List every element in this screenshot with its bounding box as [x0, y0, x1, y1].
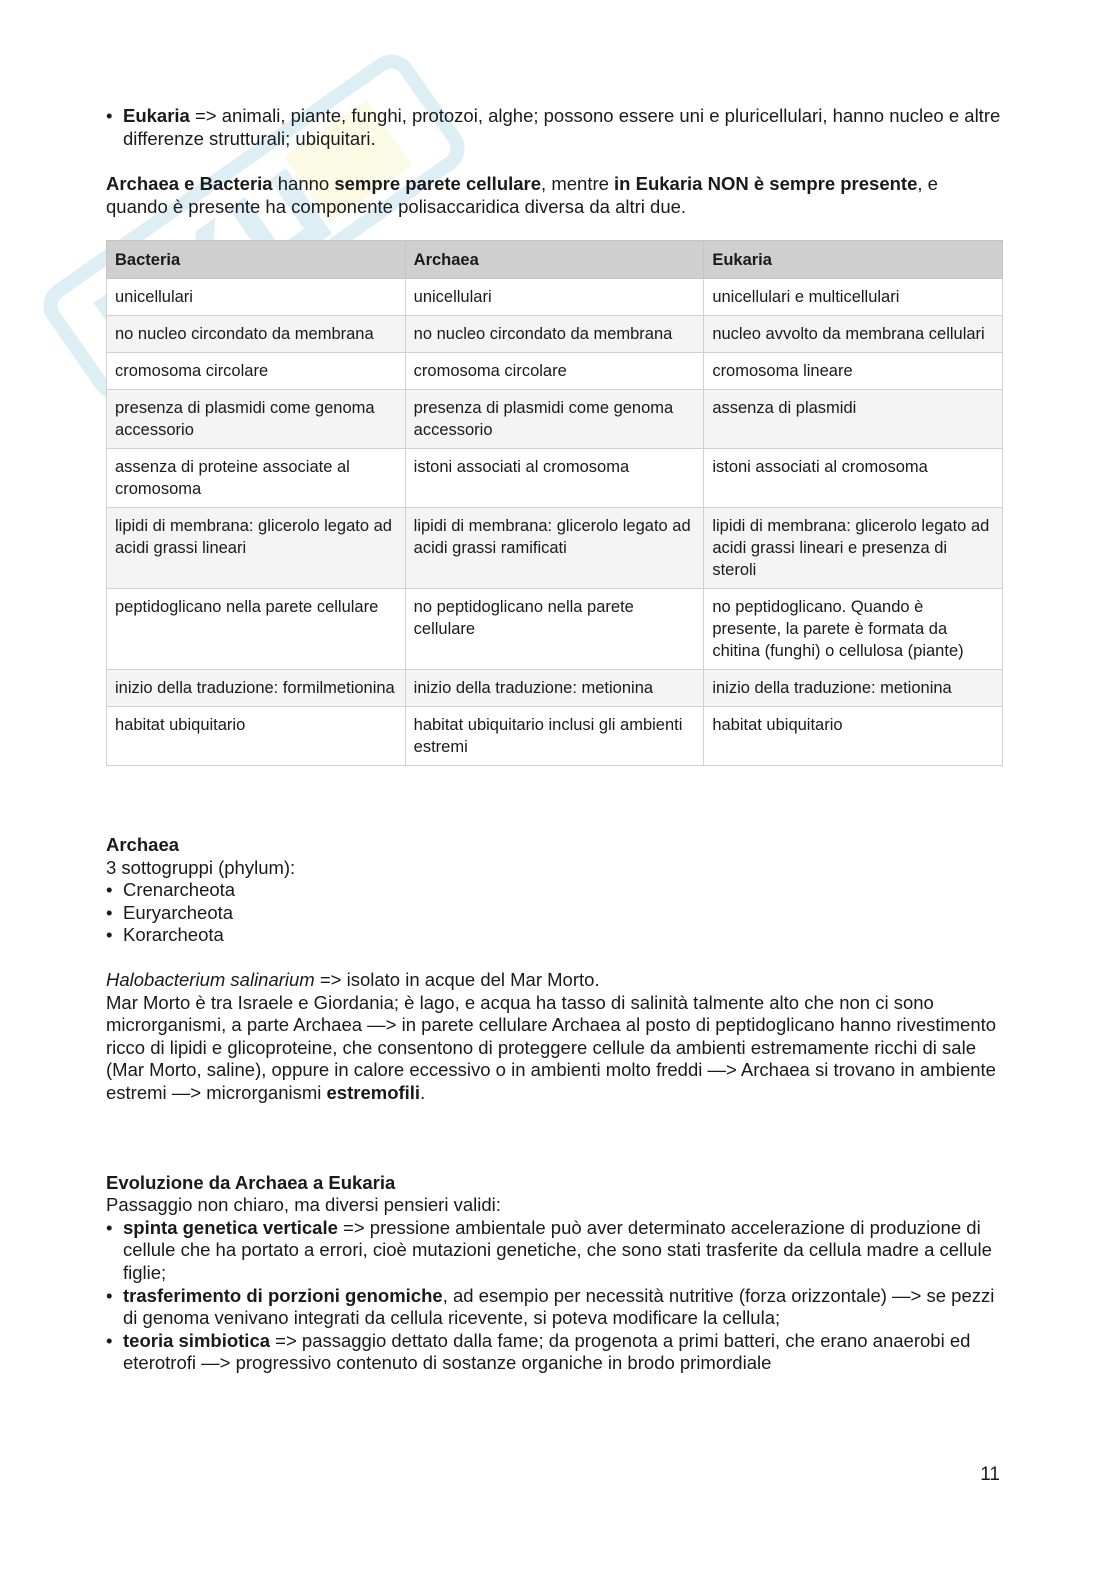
table-row: [107, 353, 1003, 390]
table-cell: peptidoglicano nella parete cellulare: [107, 589, 406, 670]
header-archaea: Archaea: [405, 241, 704, 279]
archaea-section: [106, 834, 1002, 947]
table-cell: no nucleo circondato da membrana: [405, 316, 704, 353]
archaea-heading: Archaea: [106, 834, 180, 855]
table-cell: inizio della traduzione: formilmetionina: [107, 670, 406, 707]
table-cell: no peptidoglicano nella parete cellulare: [405, 589, 704, 670]
table-cell: assenza di plasmidi: [704, 390, 1003, 449]
table-cell: habitat ubiquitario inclusi gli ambienti estremi: [405, 707, 704, 766]
table-cell: no nucleo circondato da membrana: [107, 316, 406, 353]
table-cell: unicellulari: [405, 279, 704, 316]
table-row: [107, 316, 1003, 353]
intro-bullet-list: [106, 104, 1002, 150]
table-cell: cromosoma circolare: [107, 353, 406, 390]
cell-wall-paragraph: Archaea e Bacteria hanno sempre parete cellulare, mentre in Eukaria NON è sempre presente, e quando è presente ha componente polisaccaridica diversa da altri due.: [106, 173, 938, 217]
comparison-table: [106, 240, 1003, 766]
table-header-row: [107, 241, 1003, 279]
table-cell: cromosoma lineare: [704, 353, 1003, 390]
header-eukaria: Eukaria: [704, 241, 1003, 279]
archaea-subtitle: 3 sottogruppi (phylum):: [106, 856, 296, 878]
table-cell: presenza di plasmidi come genoma accessorio: [405, 390, 704, 449]
table-row: [107, 589, 1003, 670]
table-row: [107, 707, 1003, 766]
halobacterium-paragraph: Halobacterium salinarium => isolato in acque del Mar Morto. Mar Morto è tra Israele e Giordania; è lago, e acqua ha tasso di salinità talmente alto che non ci sono microrganismi, a parte Archaea —> in parete cellulare Archaea al posto di peptidoglicano hanno rivestimento ricco di lipidi e glicoproteine, che consentono di proteggere cellule da ambienti estremamente ricchi di sale (Mar Morto, saline), oppure in calore eccessivo o in ambienti molto freddi —> Archaea si trovano in ambiente estremi —> microrganismi estremofili.: [106, 968, 997, 1103]
table-cell: lipidi di membrana: glicerolo legato ad acidi grassi lineari e presenza di steroli: [704, 508, 1003, 589]
table-cell: istoni associati al cromosoma: [405, 449, 704, 508]
list-item: • spinta genetica verticale => pressione ambientale può aver determinato accelerazione di produzione di cellule che ha portato a errori, cioè mutazioni genetiche, che sono stati trasferite da cellula madre a cellule figlie;: [106, 1217, 1002, 1285]
table-row: [107, 670, 1003, 707]
species-name: Halobacterium salinarium: [106, 968, 315, 990]
table-cell: nucleo avvolto da membrana cellulari: [704, 316, 1003, 353]
table-cell: inizio della traduzione: metionina: [704, 670, 1003, 707]
evolution-heading: Evoluzione da Archaea a Eukaria: [106, 1171, 396, 1193]
table-cell: lipidi di membrana: glicerolo legato ad acidi grassi ramificati: [405, 508, 704, 589]
page-number: 11: [980, 1464, 1000, 1485]
archaea-group-list: [106, 879, 1002, 947]
evolution-section: [106, 1172, 1002, 1375]
list-item: • Euryarcheota: [106, 902, 1002, 925]
list-item: • trasferimento di porzioni genomiche, ad esempio per necessità nutritive (forza orizzontale) —> se pezzi di genoma venivano integrati da cellula ricevente, si poteva modificare la cellula;: [106, 1285, 1002, 1330]
table-cell: habitat ubiquitario: [107, 707, 406, 766]
list-item: • teoria simbiotica => passaggio dettato dalla fame; da progenota a primi batteri, che erano anaerobi ed eterotrofi —> progressivo contenuto di sostanze organiche in brodo primordiale: [106, 1330, 1002, 1375]
table-cell: cromosoma circolare: [405, 353, 704, 390]
table-cell: unicellulari e multicellulari: [704, 279, 1003, 316]
table-cell: istoni associati al cromosoma: [704, 449, 1003, 508]
eukaria-bullet: • Eukaria => animali, piante, funghi, protozoi, alghe; possono essere uni e pluricellulari, hanno nucleo e altre differenze strutturali; ubiquitari.: [106, 104, 1002, 150]
header-bacteria: Bacteria: [107, 241, 406, 279]
table-row: [107, 279, 1003, 316]
evolution-subtitle: Passaggio non chiaro, ma diversi pensieri validi:: [106, 1194, 501, 1216]
table-cell: presenza di plasmidi come genoma accessorio: [107, 390, 406, 449]
table-cell: habitat ubiquitario: [704, 707, 1003, 766]
table-row: [107, 390, 1003, 449]
table-row: [107, 508, 1003, 589]
table-cell: no peptidoglicano. Quando è presente, la parete è formata da chitina (funghi) o cellulosa (piante): [704, 589, 1003, 670]
table-cell: assenza di proteine associate al cromosoma: [107, 449, 406, 508]
table-cell: lipidi di membrana: glicerolo legato ad acidi grassi lineari: [107, 508, 406, 589]
list-item: • Korarcheota: [106, 924, 1002, 947]
table-row: [107, 449, 1003, 508]
evolution-list: [106, 1217, 1002, 1375]
list-item: • Crenarcheota: [106, 879, 1002, 902]
document-page: [106, 104, 1002, 1375]
table-cell: unicellulari: [107, 279, 406, 316]
table-cell: inizio della traduzione: metionina: [405, 670, 704, 707]
